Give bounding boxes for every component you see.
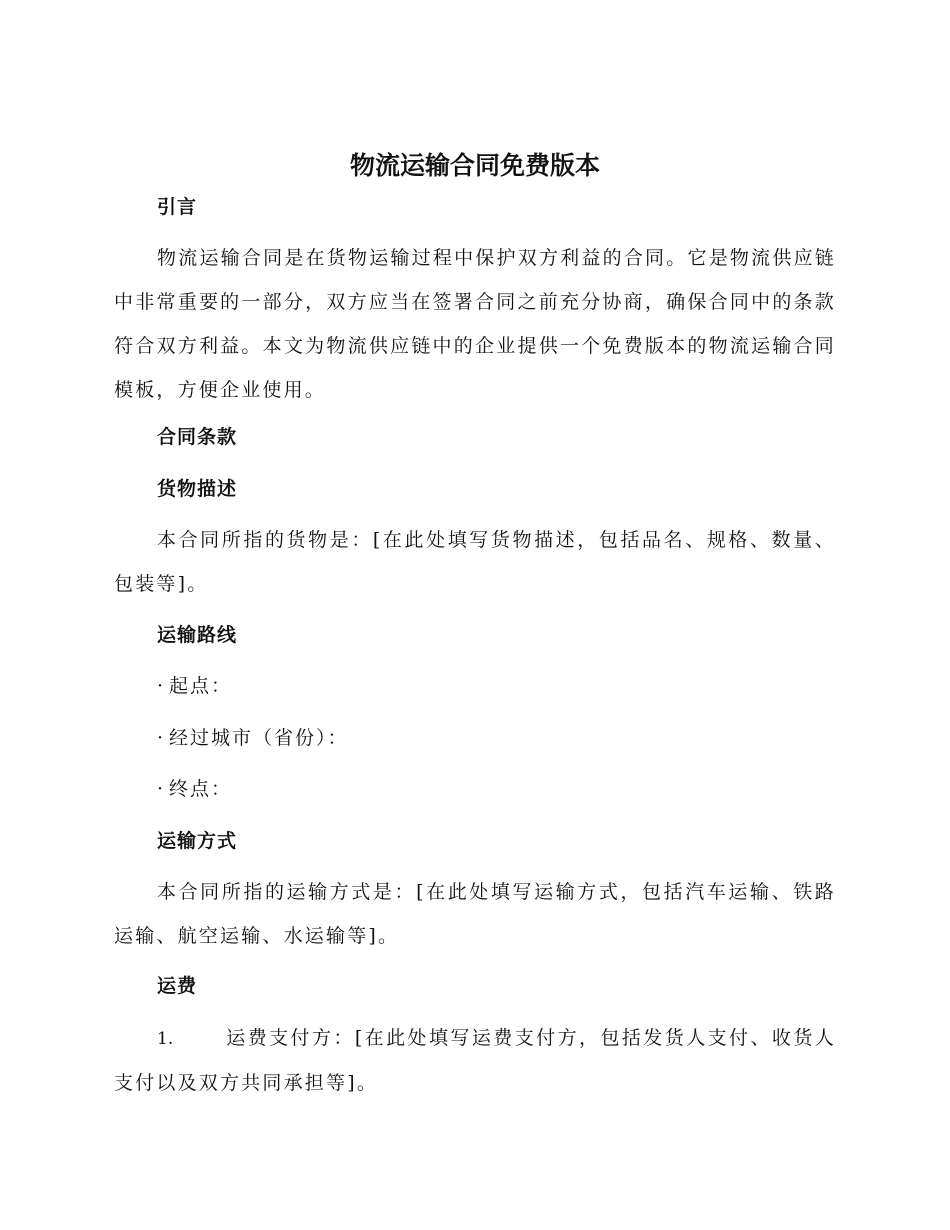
heading-contract-terms: 合同条款 xyxy=(157,426,238,448)
heading-transport-mode: 运输方式 xyxy=(157,830,238,852)
route-item-label: 终点： xyxy=(169,778,233,800)
bullet-dot-icon: · xyxy=(157,675,166,697)
heading-freight: 运费 xyxy=(157,975,198,997)
bullet-dot-icon: · xyxy=(157,778,166,800)
heading-goods-description: 货物描述 xyxy=(157,478,238,500)
intro-paragraph: 物流运输合同是在货物运输过程中保护双方利益的合同。它是物流供应链中非常重要的一部分，双方应当在签署合同之前充分协商，确保合同中的条款符合双方利益。本文为物流供应链中的企业提供一个免费版本的物流运输合同模板，方便企业使用。 xyxy=(114,247,836,401)
fee-item-number: 1. xyxy=(157,1029,174,1049)
heading-transport-route: 运输路线 xyxy=(157,624,238,646)
route-item-label: 起点： xyxy=(169,675,233,697)
goods-paragraph: 本合同所指的货物是：[在此处填写货物描述，包括品名、规格、数量、包装等]。 xyxy=(114,529,836,595)
bullet-dot-icon: · xyxy=(157,727,166,749)
document-title: 物流运输合同免费版本 xyxy=(349,151,600,180)
route-item-destination xyxy=(157,775,232,803)
route-item-via xyxy=(157,724,349,752)
heading-intro: 引言 xyxy=(157,196,198,218)
route-item-label: 经过城市（省份）： xyxy=(169,727,349,749)
fee-item xyxy=(114,1016,836,1105)
route-item-origin xyxy=(157,672,232,700)
mode-paragraph: 本合同所指的运输方式是：[在此处填写运输方式，包括汽车运输、铁路运输、航空运输、水运输等]。 xyxy=(114,881,836,947)
fee-item-text: 运费支付方：[在此处填写运费支付方，包括发货人支付、收货人支付以及双方共同承担等]。 xyxy=(114,1027,836,1094)
